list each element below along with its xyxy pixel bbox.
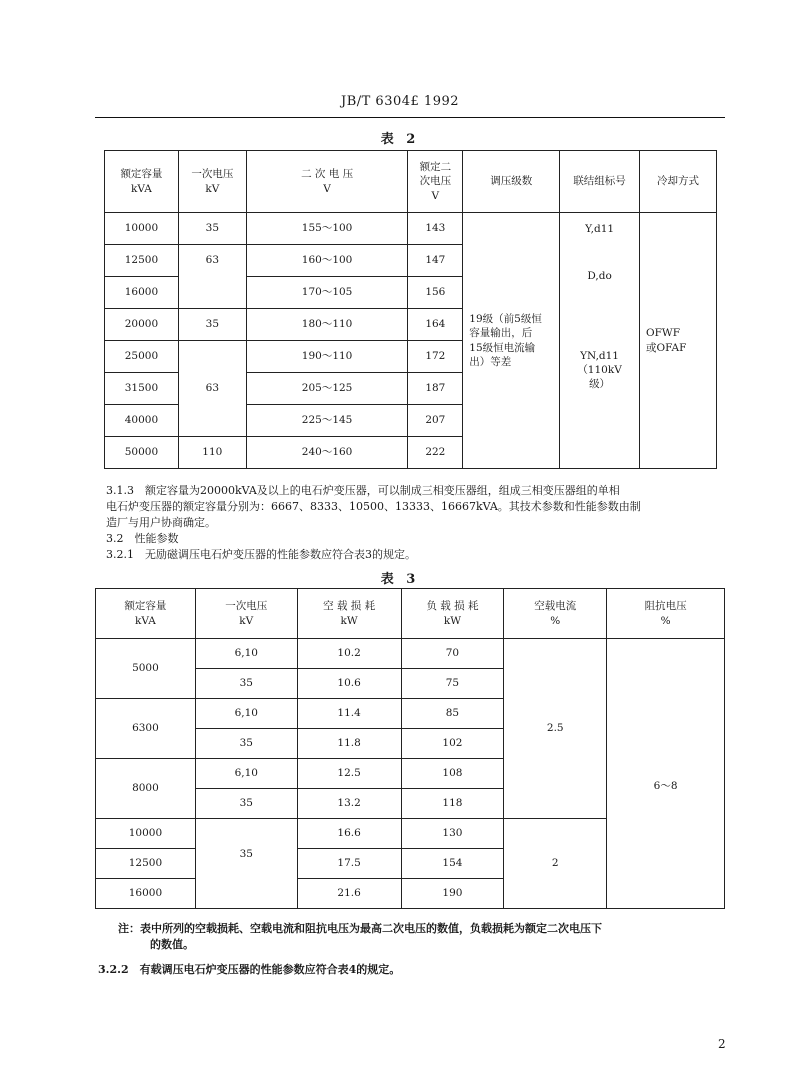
capacity-cell: 12500 <box>96 849 196 879</box>
header-capacity: 额定容量 kVA <box>105 151 179 213</box>
section-3-2-heading: 3.2 性能参数 <box>106 532 179 545</box>
primary-cell: 63 <box>178 341 246 437</box>
paragraph-3-2-2: 3.2.2 有载调压电石炉变压器的性能参数应符合表4的规定。 <box>98 963 401 976</box>
table2-caption: 表 2 <box>380 132 420 147</box>
table-2 <box>104 150 717 469</box>
capacity-cell: 16000 <box>105 277 179 309</box>
capacity-cell: 8000 <box>96 759 196 819</box>
secondary-cell: 205～125 <box>246 373 408 405</box>
page-number: 2 <box>718 1037 726 1051</box>
capacity-cell: 10000 <box>105 213 179 245</box>
primary-cell: 110 <box>178 437 246 469</box>
primary-cell: 35 <box>195 729 297 759</box>
load-loss-cell: 130 <box>401 819 504 849</box>
noload-current-cell: 2.5 <box>504 639 607 819</box>
rated-secondary-cell: 164 <box>408 309 463 341</box>
noload-loss-cell: 21.6 <box>297 879 401 909</box>
capacity-cell: 25000 <box>105 341 179 373</box>
load-loss-cell: 118 <box>401 789 504 819</box>
rated-secondary-cell: 222 <box>408 437 463 469</box>
header-cooling: 冷却方式 <box>640 151 717 213</box>
impedance-cell: 6～8 <box>607 639 725 909</box>
noload-loss-cell: 11.4 <box>297 699 401 729</box>
connection-cell: YN,d11 （110kV 级） <box>560 309 640 469</box>
table-row <box>105 245 717 277</box>
load-loss-cell: 85 <box>401 699 504 729</box>
secondary-cell: 180～110 <box>246 309 408 341</box>
noload-loss-cell: 11.8 <box>297 729 401 759</box>
noload-current-cell: 2 <box>504 819 607 909</box>
header-rated-secondary: 额定二 次电压 V <box>408 151 463 213</box>
connection-cell: D,do <box>560 245 640 309</box>
load-loss-cell: 154 <box>401 849 504 879</box>
capacity-cell: 5000 <box>96 639 196 699</box>
primary-cell: 6,10 <box>195 639 297 669</box>
page-header: JB/T 6304£ 1992 <box>340 94 460 109</box>
load-loss-cell: 75 <box>401 669 504 699</box>
capacity-cell: 10000 <box>96 819 196 849</box>
rated-secondary-cell: 147 <box>408 245 463 277</box>
header-capacity: 额定容量 kVA <box>96 589 196 639</box>
secondary-cell: 225～145 <box>246 405 408 437</box>
header-impedance-voltage: 阻抗电压 % <box>607 589 725 639</box>
secondary-cell: 190～110 <box>246 341 408 373</box>
primary-cell: 35 <box>195 789 297 819</box>
table-row <box>105 213 717 245</box>
load-loss-cell: 70 <box>401 639 504 669</box>
noload-loss-cell: 10.6 <box>297 669 401 699</box>
header-tap-steps: 调压级数 <box>463 151 560 213</box>
rated-secondary-cell: 172 <box>408 341 463 373</box>
primary-cell: 35 <box>178 213 246 245</box>
rated-secondary-cell: 187 <box>408 373 463 405</box>
table-row <box>105 309 717 341</box>
tap-steps-cell: 19级（前5级恒 容量输出，后 15级恒电流输 出）等差 <box>463 213 560 469</box>
header-load-loss: 负 载 损 耗 kW <box>401 589 504 639</box>
noload-loss-cell: 10.2 <box>297 639 401 669</box>
primary-cell: 35 <box>178 309 246 341</box>
rated-secondary-cell: 143 <box>408 213 463 245</box>
primary-cell: 35 <box>195 669 297 699</box>
capacity-cell: 31500 <box>105 373 179 405</box>
paragraph-3-1-3: 3.1.3 额定容量为20000kVA及以上的电石炉变压器，可以制成三相变压器组，组成三相变压器组的单相 电石炉变压器的额定容量分别为：6667、8333、10500、13333、16667kVA。其技术参数和性能参数由制 造厂与用户协商确定。 <box>106 484 641 529</box>
capacity-cell: 12500 <box>105 245 179 277</box>
noload-loss-cell: 17.5 <box>297 849 401 879</box>
primary-cell: 35 <box>195 819 297 909</box>
header-primary-voltage: 一次电压 kV <box>195 589 297 639</box>
rated-secondary-cell: 207 <box>408 405 463 437</box>
table-3 <box>95 588 725 909</box>
secondary-cell: 155～100 <box>246 213 408 245</box>
cooling-cell: OFWF 或OFAF <box>640 213 717 469</box>
header-primary-voltage: 一次电压 kV <box>178 151 246 213</box>
noload-loss-cell: 12.5 <box>297 759 401 789</box>
secondary-cell: 160～100 <box>246 245 408 277</box>
capacity-cell: 40000 <box>105 405 179 437</box>
header-connection: 联结组标号 <box>560 151 640 213</box>
table-row <box>96 639 725 669</box>
secondary-cell: 240～160 <box>246 437 408 469</box>
load-loss-cell: 190 <box>401 879 504 909</box>
header-rule <box>95 117 725 118</box>
table3-header-row <box>96 589 725 639</box>
capacity-cell: 20000 <box>105 309 179 341</box>
load-loss-cell: 102 <box>401 729 504 759</box>
table2-header-row <box>105 151 717 213</box>
primary-cell: 63 <box>178 245 246 309</box>
rated-secondary-cell: 156 <box>408 277 463 309</box>
capacity-cell: 16000 <box>96 879 196 909</box>
header-secondary-voltage: 二 次 电 压 V <box>246 151 408 213</box>
secondary-cell: 170～105 <box>246 277 408 309</box>
primary-cell: 6,10 <box>195 699 297 729</box>
connection-cell: Y,d11 <box>560 213 640 245</box>
noload-loss-cell: 13.2 <box>297 789 401 819</box>
table3-caption: 表 3 <box>380 572 420 587</box>
table3-note: 注：表中所列的空载损耗、空载电流和阻抗电压为最高二次电压的数值，负载损耗为额定二次电压下 的数值。 <box>118 922 602 951</box>
primary-cell: 6,10 <box>195 759 297 789</box>
header-noload-current: 空载电流 % <box>504 589 607 639</box>
capacity-cell: 50000 <box>105 437 179 469</box>
load-loss-cell: 108 <box>401 759 504 789</box>
noload-loss-cell: 16.6 <box>297 819 401 849</box>
paragraph-3-2-1: 3.2.1 无励磁调压电石炉变压器的性能参数应符合表3的规定。 <box>106 548 416 561</box>
capacity-cell: 6300 <box>96 699 196 759</box>
header-noload-loss: 空 载 损 耗 kW <box>297 589 401 639</box>
